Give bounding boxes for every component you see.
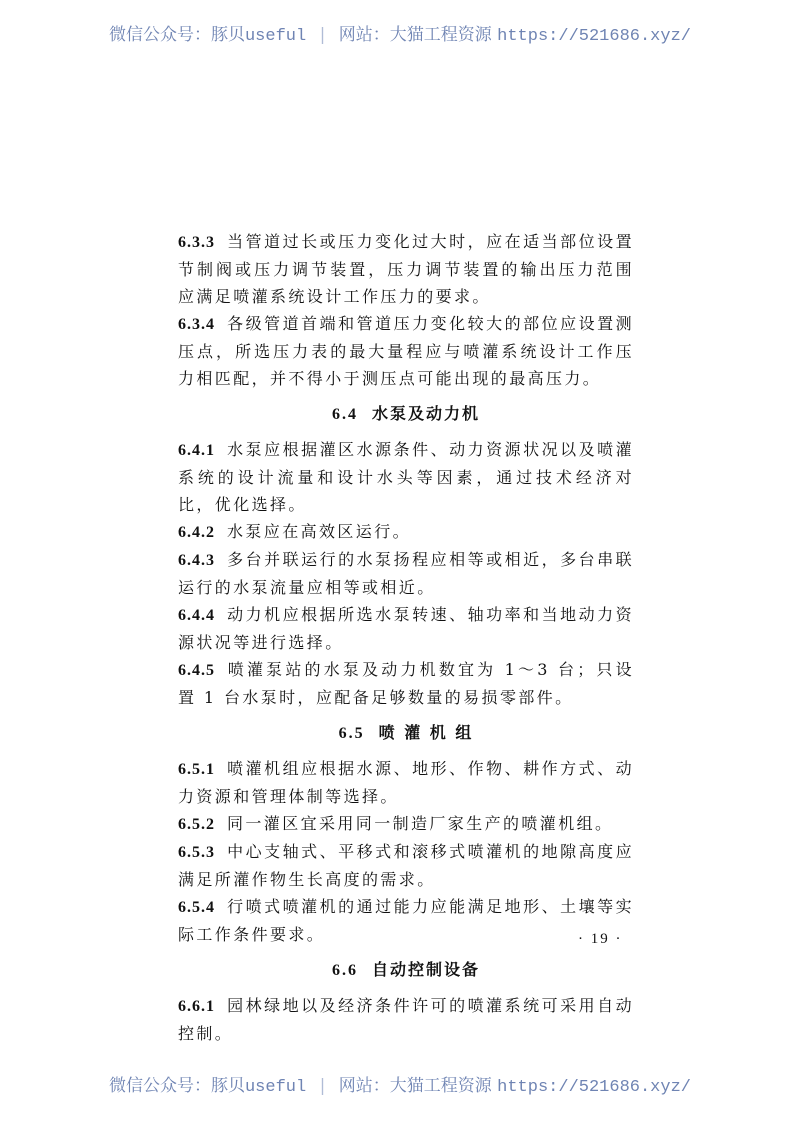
clause-number: 6.4.5: [178, 662, 215, 679]
clause-text: 园林绿地以及经济条件许可的喷灌系统可采用自动控制。: [178, 996, 634, 1043]
clause-paragraph: [178, 838, 634, 893]
clause-text: 水泵应在高效区运行。: [227, 522, 412, 541]
clause-number: 6.5.1: [178, 761, 215, 778]
section-number: 6.4: [331, 406, 358, 423]
watermark-separator: |: [319, 1076, 326, 1096]
clause-number: 6.3.4: [178, 316, 215, 333]
section-title: 喷 灌 机 组: [378, 723, 474, 742]
clause-text: 中心支轴式、平移式和滚移式喷灌机的地隙高度应满足所灌作物生长高度的需求。: [178, 842, 634, 889]
section-title: 自动控制设备: [371, 960, 480, 979]
clause-paragraph: [178, 518, 634, 546]
clause-text: 各级管道首端和管道压力变化较大的部位应设置测压点，所选压力表的最大量程应与喷灌系统设计工作压力相匹配，并不得小于测压点可能出现的最高压力。: [178, 314, 634, 388]
clause-text: 当管道过长或压力变化过大时，应在适当部位设置节制阀或压力调节装置，压力调节装置的输出压力范围应满足喷灌系统设计工作压力的要求。: [178, 232, 634, 306]
document-body: [178, 228, 634, 1047]
clause-text: 水泵应根据灌区水源条件、动力资源状况以及喷灌系统的设计流量和设计水头等因素，通过技术经济对比，优化选择。: [178, 440, 634, 514]
watermark-url[interactable]: https://521686.xyz/: [497, 27, 691, 46]
clause-number: 6.3.3: [178, 234, 215, 251]
section-number: 6.5: [338, 725, 365, 742]
section-heading: [178, 956, 634, 984]
clause-text: 动力机应根据所选水泵转速、轴功率和当地动力资源状况等进行选择。: [178, 605, 634, 652]
clause-text: 喷灌泵站的水泵及动力机数宜为 1～3 台；只设置 1 台水泵时，应配备足够数量的易损零部件。: [178, 660, 634, 707]
clause-text: 多台并联运行的水泵扬程应相等或相近，多台串联运行的水泵流量应相等或相近。: [178, 550, 634, 597]
section-heading: [178, 719, 634, 747]
clause-text: 喷灌机组应根据水源、地形、作物、耕作方式、动力资源和管理体制等选择。: [178, 759, 634, 806]
watermark-url[interactable]: https://521686.xyz/: [497, 1078, 691, 1097]
clause-number: 6.4.4: [178, 607, 215, 624]
watermark-bottom: [0, 1071, 800, 1097]
watermark-wechat-id: useful: [244, 1078, 307, 1097]
clause-paragraph: [178, 601, 634, 656]
clause-paragraph: [178, 436, 634, 518]
clause-number: 6.4.3: [178, 552, 215, 569]
clause-paragraph: [178, 755, 634, 810]
clause-paragraph: [178, 656, 634, 711]
section-number: 6.6: [331, 962, 358, 979]
clause-number: 6.4.2: [178, 524, 215, 541]
watermark-separator: |: [319, 25, 326, 45]
clause-number: 6.5.2: [178, 816, 215, 833]
watermark-wechat-label: 微信公众号：豚贝: [108, 25, 245, 45]
clause-number: 6.5.4: [178, 899, 215, 916]
clause-paragraph: [178, 228, 634, 310]
watermark-wechat-label: 微信公众号：豚贝: [108, 1076, 245, 1096]
watermark-top: [0, 20, 800, 46]
section-heading: [178, 400, 634, 428]
clause-paragraph: [178, 546, 634, 601]
clause-number: 6.6.1: [178, 998, 215, 1015]
section-title: 水泵及动力机: [371, 404, 480, 423]
clause-paragraph: [178, 992, 634, 1047]
watermark-site-label: 网站：大猫工程资源: [338, 1076, 492, 1096]
clause-paragraph: [178, 893, 634, 948]
clause-text: 同一灌区宜采用同一制造厂家生产的喷灌机组。: [227, 814, 614, 833]
clause-text: 行喷式喷灌机的通过能力应能满足地形、土壤等实际工作条件要求。: [178, 897, 634, 944]
clause-paragraph: [178, 810, 634, 838]
watermark-wechat-id: useful: [244, 27, 307, 46]
page-number: · 19 ·: [578, 931, 623, 947]
clause-number: 6.4.1: [178, 442, 215, 459]
watermark-site-label: 网站：大猫工程资源: [338, 25, 492, 45]
clause-paragraph: [178, 310, 634, 392]
clause-number: 6.5.3: [178, 844, 215, 861]
